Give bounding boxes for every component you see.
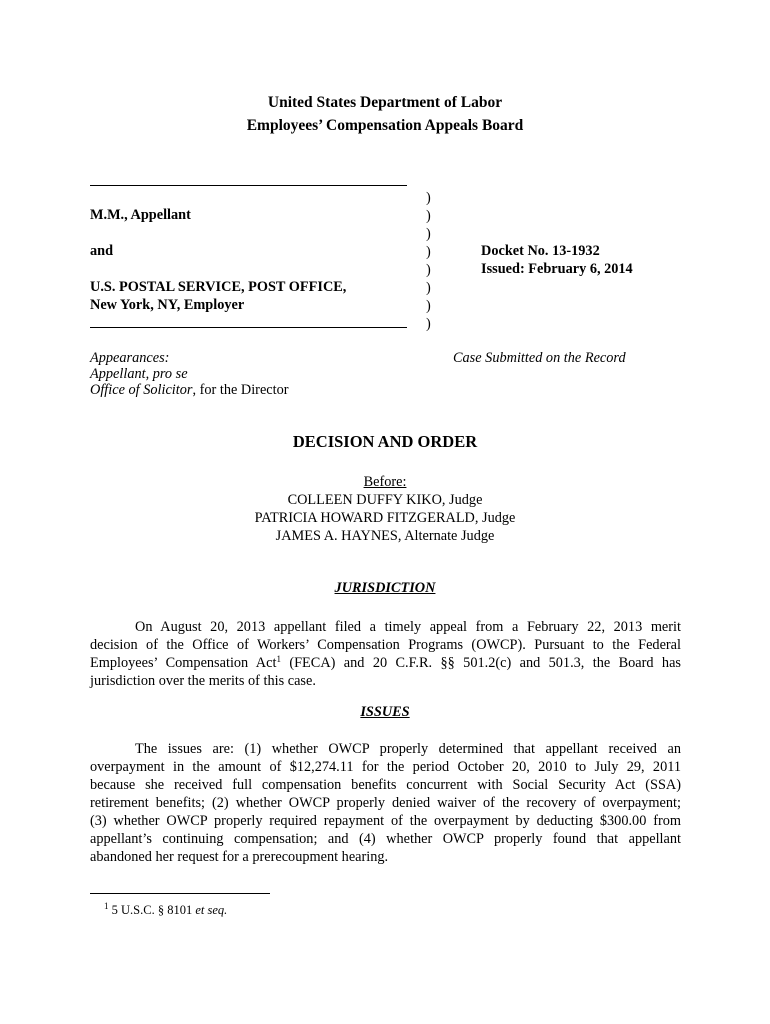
caption-paren: ) bbox=[426, 190, 431, 206]
solicitor-appearance bbox=[90, 382, 289, 399]
paragraph-line: On August 20, 2013 appellant filed a timely appeal from a February 22, 2013 merit bbox=[135, 619, 681, 635]
caption-paren: ) bbox=[426, 280, 431, 296]
appellant-appearance: Appellant, pro se bbox=[90, 366, 188, 382]
jurisdiction-paragraph bbox=[90, 618, 681, 690]
issues-heading: ISSUES bbox=[360, 704, 410, 720]
jurisdiction-heading-row bbox=[0, 580, 770, 597]
board-title: Employees’ Compensation Appeals Board bbox=[246, 117, 524, 134]
act-name: Employees’ Compensation Act bbox=[90, 655, 277, 671]
jurisdiction-heading: JURISDICTION bbox=[334, 580, 436, 596]
caption-paren: ) bbox=[426, 298, 431, 314]
paragraph-line: jurisdiction over the merits of this case. bbox=[90, 673, 316, 689]
paragraph-line: decision of the Office of Workers’ Compensation Programs (OWCP). Pursuant to the Federal bbox=[90, 637, 681, 653]
footnote-text: 5 U.S.C. § 8101 bbox=[108, 903, 196, 917]
caption-paren: ) bbox=[426, 262, 431, 278]
paragraph-line bbox=[90, 654, 681, 672]
caption-paren: ) bbox=[426, 226, 431, 242]
case-submitted: Case Submitted on the Record bbox=[453, 350, 626, 366]
act-rest: (FECA) and 20 C.F.R. §§ 501.2(c) and 501.3, the Board has bbox=[280, 655, 681, 671]
solicitor-office: Office of Solicitor bbox=[90, 382, 193, 398]
footnote-rule bbox=[90, 893, 270, 894]
caption-bottom-rule bbox=[90, 327, 407, 328]
agency-title: United States Department of Labor bbox=[267, 94, 503, 111]
judge-name: PATRICIA HOWARD FITZGERALD, Judge bbox=[254, 510, 516, 526]
footnote-ref: 1 bbox=[276, 654, 281, 664]
decision-title: DECISION AND ORDER bbox=[292, 432, 478, 451]
footnote bbox=[104, 903, 227, 918]
paragraph-line: overpayment in the amount of $12,274.11 for the period October 20, 2010 to July 29, 2011 bbox=[90, 759, 681, 775]
before-label bbox=[0, 474, 770, 491]
caption-paren: ) bbox=[426, 316, 431, 332]
issues-heading-row bbox=[0, 704, 770, 721]
paragraph-line: abandoned her request for a prerecoupment hearing. bbox=[90, 849, 389, 865]
judge-name: COLLEEN DUFFY KIKO, Judge bbox=[287, 492, 483, 508]
footnote-italic: et seq. bbox=[195, 903, 228, 917]
issued-date: Issued: February 6, 2014 bbox=[481, 261, 633, 277]
appellant-name: M.M., Appellant bbox=[90, 207, 191, 223]
paragraph-line: The issues are: (1) whether OWCP properly determined that appellant received an bbox=[135, 741, 681, 757]
paragraph-line: because she received full compensation benefits concurrent with Social Security Act (SSA) bbox=[90, 777, 681, 793]
paragraph-line: appellant’s continuing compensation; and (4) whether OWCP properly found that appellant bbox=[90, 831, 681, 847]
caption-paren: ) bbox=[426, 208, 431, 224]
paragraph-line: (3) whether OWCP properly required repayment of the overpayment by deducting $300.00 from bbox=[90, 813, 681, 829]
docket-number: Docket No. 13-1932 bbox=[481, 243, 600, 259]
employer-line-1: U.S. POSTAL SERVICE, POST OFFICE, bbox=[90, 279, 347, 295]
solicitor-role: , for the Director bbox=[192, 382, 289, 398]
appearances-label: Appearances: bbox=[90, 350, 170, 366]
before-text: Before: bbox=[363, 474, 407, 490]
caption-top-rule bbox=[90, 185, 407, 186]
paragraph-line: retirement benefits; (2) whether OWCP properly denied waiver of the recovery of overpayment; bbox=[90, 795, 681, 811]
employer-line-2: New York, NY, Employer bbox=[90, 297, 245, 313]
caption-and: and bbox=[90, 243, 114, 259]
caption-paren: ) bbox=[426, 244, 431, 260]
issues-paragraph bbox=[90, 740, 681, 866]
footnote-number: 1 bbox=[104, 901, 109, 911]
judge-name: JAMES A. HAYNES, Alternate Judge bbox=[275, 528, 495, 544]
